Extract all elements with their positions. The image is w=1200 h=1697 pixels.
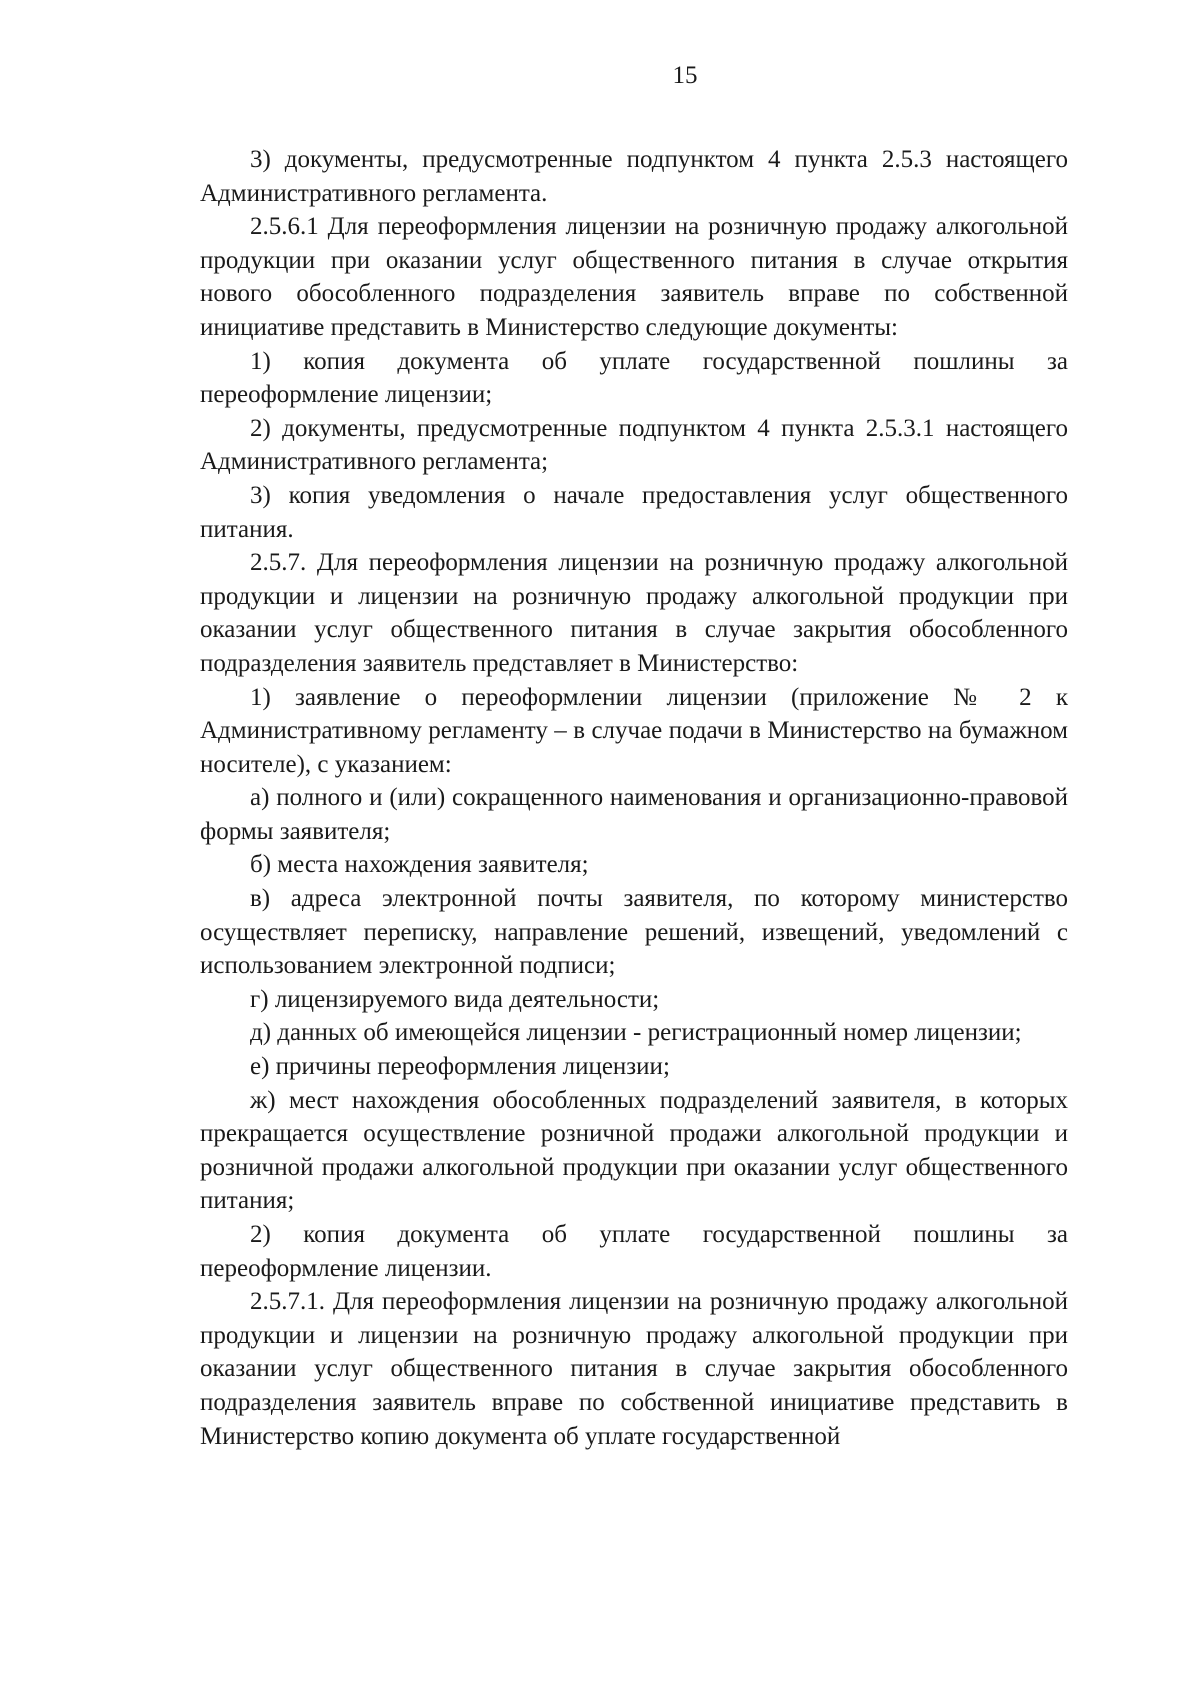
paragraph-item-1-application: 1) заявление о переоформлении лицензии (приложение № 2 к Административному регламенту – в случае подачи в Министерство на бумажном носителе), с указанием: — [200, 683, 1068, 778]
paragraph-item-3-notice-copy: 3) копия уведомления о начале предоставления услуг общественного питания. — [200, 481, 1068, 543]
paragraph-item-2-fee-copy: 2) копия документа об уплате государственной пошлины за переоформление лицензии. — [200, 1221, 1068, 1282]
paragraph-subitem-e: е) причины переоформления лицензии; — [250, 1053, 670, 1081]
paragraph-subitem-b: б) места нахождения заявителя; — [250, 851, 589, 879]
page-number: 15 — [672, 62, 698, 89]
paragraph-subitem-g: г) лицензируемого вида деятельности; — [250, 985, 660, 1013]
paragraph-subitem-a: а) полного и (или) сокращенного наименования и организационно-правовой формы заявителя; — [200, 784, 1068, 845]
paragraph-subitem-d: д) данных об имеющейся лицензии - регистрационный номер лицензии; — [250, 1019, 1022, 1047]
paragraph-2-5-7: 2.5.7. Для переоформления лицензии на розничную продажу алкогольной продукции и лицензии на розничную продажу алкогольной продукции при оказании услуг общественного питания в случае закрытия обособленного подразделения заявитель представляет в Министерство: — [200, 549, 1068, 677]
paragraph-item-1-fee-copy: 1) копия документа об уплате государственной пошлины за переоформление лицензии; — [200, 347, 1068, 409]
paragraph-subitem-zh: ж) мест нахождения обособленных подразделений заявителя, в которых прекращается осуществление розничной продажи алкогольной продукции и розничной продажи алкогольной продукции при оказании услуг общественного питания; — [200, 1086, 1068, 1215]
paragraph-2-5-6-1: 2.5.6.1 Для переоформления лицензии на розничную продажу алкогольной продукции при оказании услуг общественного питания в случае открытия нового обособленного подразделения заявитель вправе по собственной инициативе представить в Министерство следующие документы: — [200, 213, 1068, 341]
document-body — [200, 143, 1068, 1453]
paragraph-item-3-documents: 3) документы, предусмотренные подпунктом 4 пункта 2.5.3 настоящего Административного регламента. — [200, 146, 1068, 207]
paragraph-2-5-7-1: 2.5.7.1. Для переоформления лицензии на розничную продажу алкогольной продукции и лицензии на розничную продажу алкогольной продукции при оказании услуг общественного питания в случае закрытия обособленного подразделения заявитель вправе по собственной инициативе представить в Министерство копию документа об уплате государственной — [200, 1288, 1068, 1450]
paragraph-item-2-documents: 2) документы, предусмотренные подпунктом 4 пункта 2.5.3.1 настоящего Административного регламента; — [200, 414, 1068, 476]
paragraph-subitem-v: в) адреса электронной почты заявителя, по которому министерство осуществляет переписку, направление решений, извещений, уведомлений с использованием электронной подписи; — [200, 885, 1068, 980]
